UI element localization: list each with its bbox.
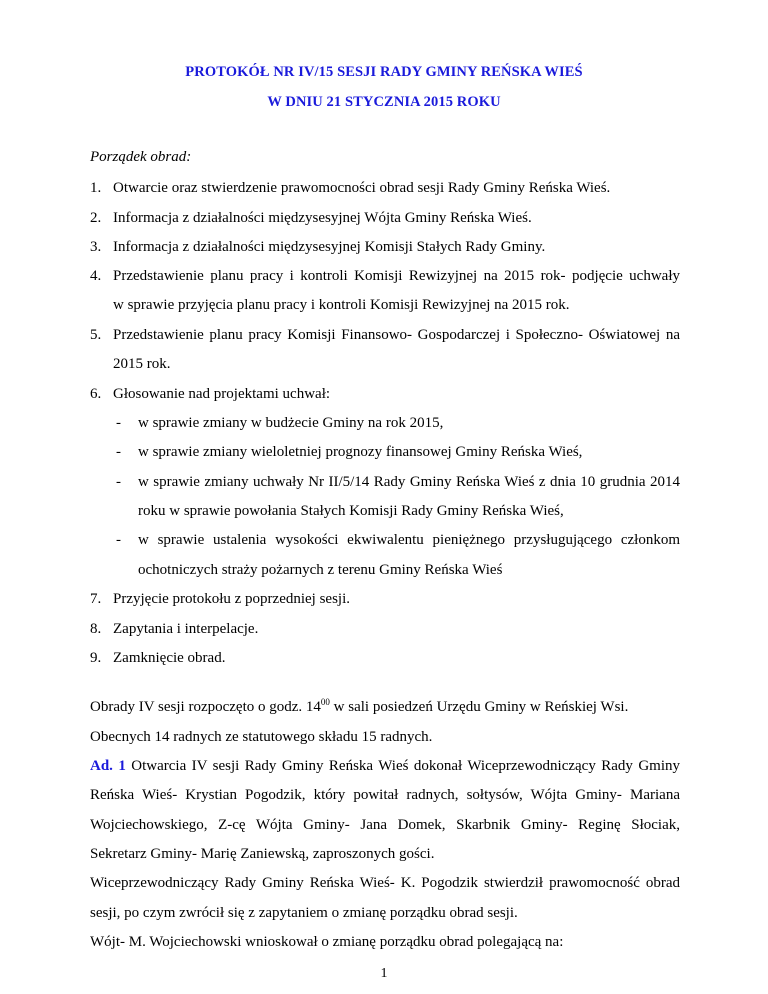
agenda-item-text: Informacja z działalności międzysesyjnej Wójta Gminy Reńska Wieś.: [113, 210, 532, 226]
agenda-item-text-cont: 2015 rok.: [113, 356, 171, 372]
agenda-item-number: 3.: [90, 239, 102, 255]
agenda-heading: Porządek obrad:: [90, 149, 192, 165]
agenda-item-number: 5.: [90, 327, 102, 343]
ad1-paragraph-line: Wojciechowskiego, Z-cę Wójta Gminy- Jana Domek, Skarbnik Gminy- Reginę Słociak,: [90, 817, 680, 833]
vice-chair-line: Wiceprzewodniczący Rady Gminy Reńska Wieś- K. Pogodzik stwierdził prawomocność obrad: [90, 875, 680, 891]
ad1-paragraph-line: Reńska Wieś- Krystian Pogodzik, który powitał radnych, sołtysów, Wójta Gminy- Mariana: [90, 787, 680, 803]
agenda-item-number: 9.: [90, 650, 102, 666]
document-title-line-2: W DNIU 21 STYCZNIA 2015 ROKU: [267, 94, 501, 110]
ad1-text: Otwarcia IV sesji Rady Gminy Reńska Wieś dokonał Wiceprzewodniczący Rady Gminy: [125, 758, 680, 774]
ad1-paragraph-line: [90, 757, 680, 775]
session-start-minutes: 00: [320, 697, 330, 707]
subitem-text: w sprawie zmiany w budżecie Gminy na rok 2015,: [138, 415, 444, 431]
agenda-item-text: Głosowanie nad projektami uchwał:: [113, 386, 331, 402]
session-start-post: w sali posiedzeń Urzędu Gminy w Reńskiej Wsi.: [329, 699, 629, 715]
subitem-dash: -: [116, 474, 121, 490]
subitem-dash: -: [116, 415, 121, 431]
agenda-item-text: Zamknięcie obrad.: [113, 650, 226, 666]
document-title-line-1: PROTOKÓŁ NR IV/15 SESJI RADY GMINY REŃSKA WIEŚ: [185, 64, 583, 80]
agenda-item-text: Otwarcie oraz stwierdzenie prawomocności obrad sesji Rady Gminy Reńska Wieś.: [113, 180, 611, 196]
agenda-item-number: 2.: [90, 210, 102, 226]
agenda-item-number: 4.: [90, 268, 102, 284]
subitem-dash: -: [116, 532, 121, 548]
session-start-pre: Obrady IV sesji rozpoczęto o godz. 14: [90, 699, 321, 715]
agenda-item-number: 1.: [90, 180, 102, 196]
ad1-paragraph-line: Sekretarz Gminy- Marię Zaniewską, zaproszonych gości.: [90, 846, 435, 862]
subitem-dash: -: [116, 444, 121, 460]
agenda-item-text: Informacja z działalności międzysesyjnej Komisji Stałych Rady Gminy.: [113, 239, 546, 255]
agenda-item-text: Przedstawienie planu pracy Komisji Finansowo- Gospodarczej i Społeczno- Oświatowej na: [113, 327, 680, 343]
agenda-item-number: 6.: [90, 386, 102, 402]
subitem-text: w sprawie zmiany uchwały Nr II/5/14 Rady Gminy Reńska Wieś z dnia 10 grudnia 2014: [138, 474, 680, 490]
subitem-text: w sprawie zmiany wieloletniej prognozy finansowej Gminy Reńska Wieś,: [138, 444, 583, 460]
wojt-motion-line: Wójt- M. Wojciechowski wnioskował o zmianę porządku obrad polegającą na:: [90, 934, 564, 950]
ad1-label: Ad. 1: [90, 758, 126, 774]
agenda-item-text-cont: w sprawie przyjęcia planu pracy i kontroli Komisji Rewizyjnej na 2015 rok.: [113, 297, 570, 313]
agenda-item-text: Zapytania i interpelacje.: [113, 621, 259, 637]
attendance-line: Obecnych 14 radnych ze statutowego składu 15 radnych.: [90, 729, 433, 745]
agenda-item-text: Przedstawienie planu pracy i kontroli Komisji Rewizyjnej na 2015 rok- podjęcie uchwały: [113, 268, 680, 284]
agenda-item-number: 8.: [90, 621, 102, 637]
agenda-item-text: Przyjęcie protokołu z poprzedniej sesji.: [113, 591, 351, 607]
page-number: 1: [380, 966, 388, 981]
vice-chair-line: sesji, po czym zwrócił się z zapytaniem o zmianę porządku obrad sesji.: [90, 905, 518, 921]
subitem-text: w sprawie ustalenia wysokości ekwiwalentu pieniężnego przysługującego członkom: [138, 532, 680, 548]
agenda-item-number: 7.: [90, 591, 102, 607]
session-start-line: [90, 698, 628, 716]
subitem-text-cont: ochotniczych straży pożarnych z terenu Gminy Reńska Wieś: [138, 562, 503, 578]
subitem-text-cont: roku w sprawie powołania Stałych Komisji Rady Gminy Reńska Wieś,: [138, 503, 564, 519]
